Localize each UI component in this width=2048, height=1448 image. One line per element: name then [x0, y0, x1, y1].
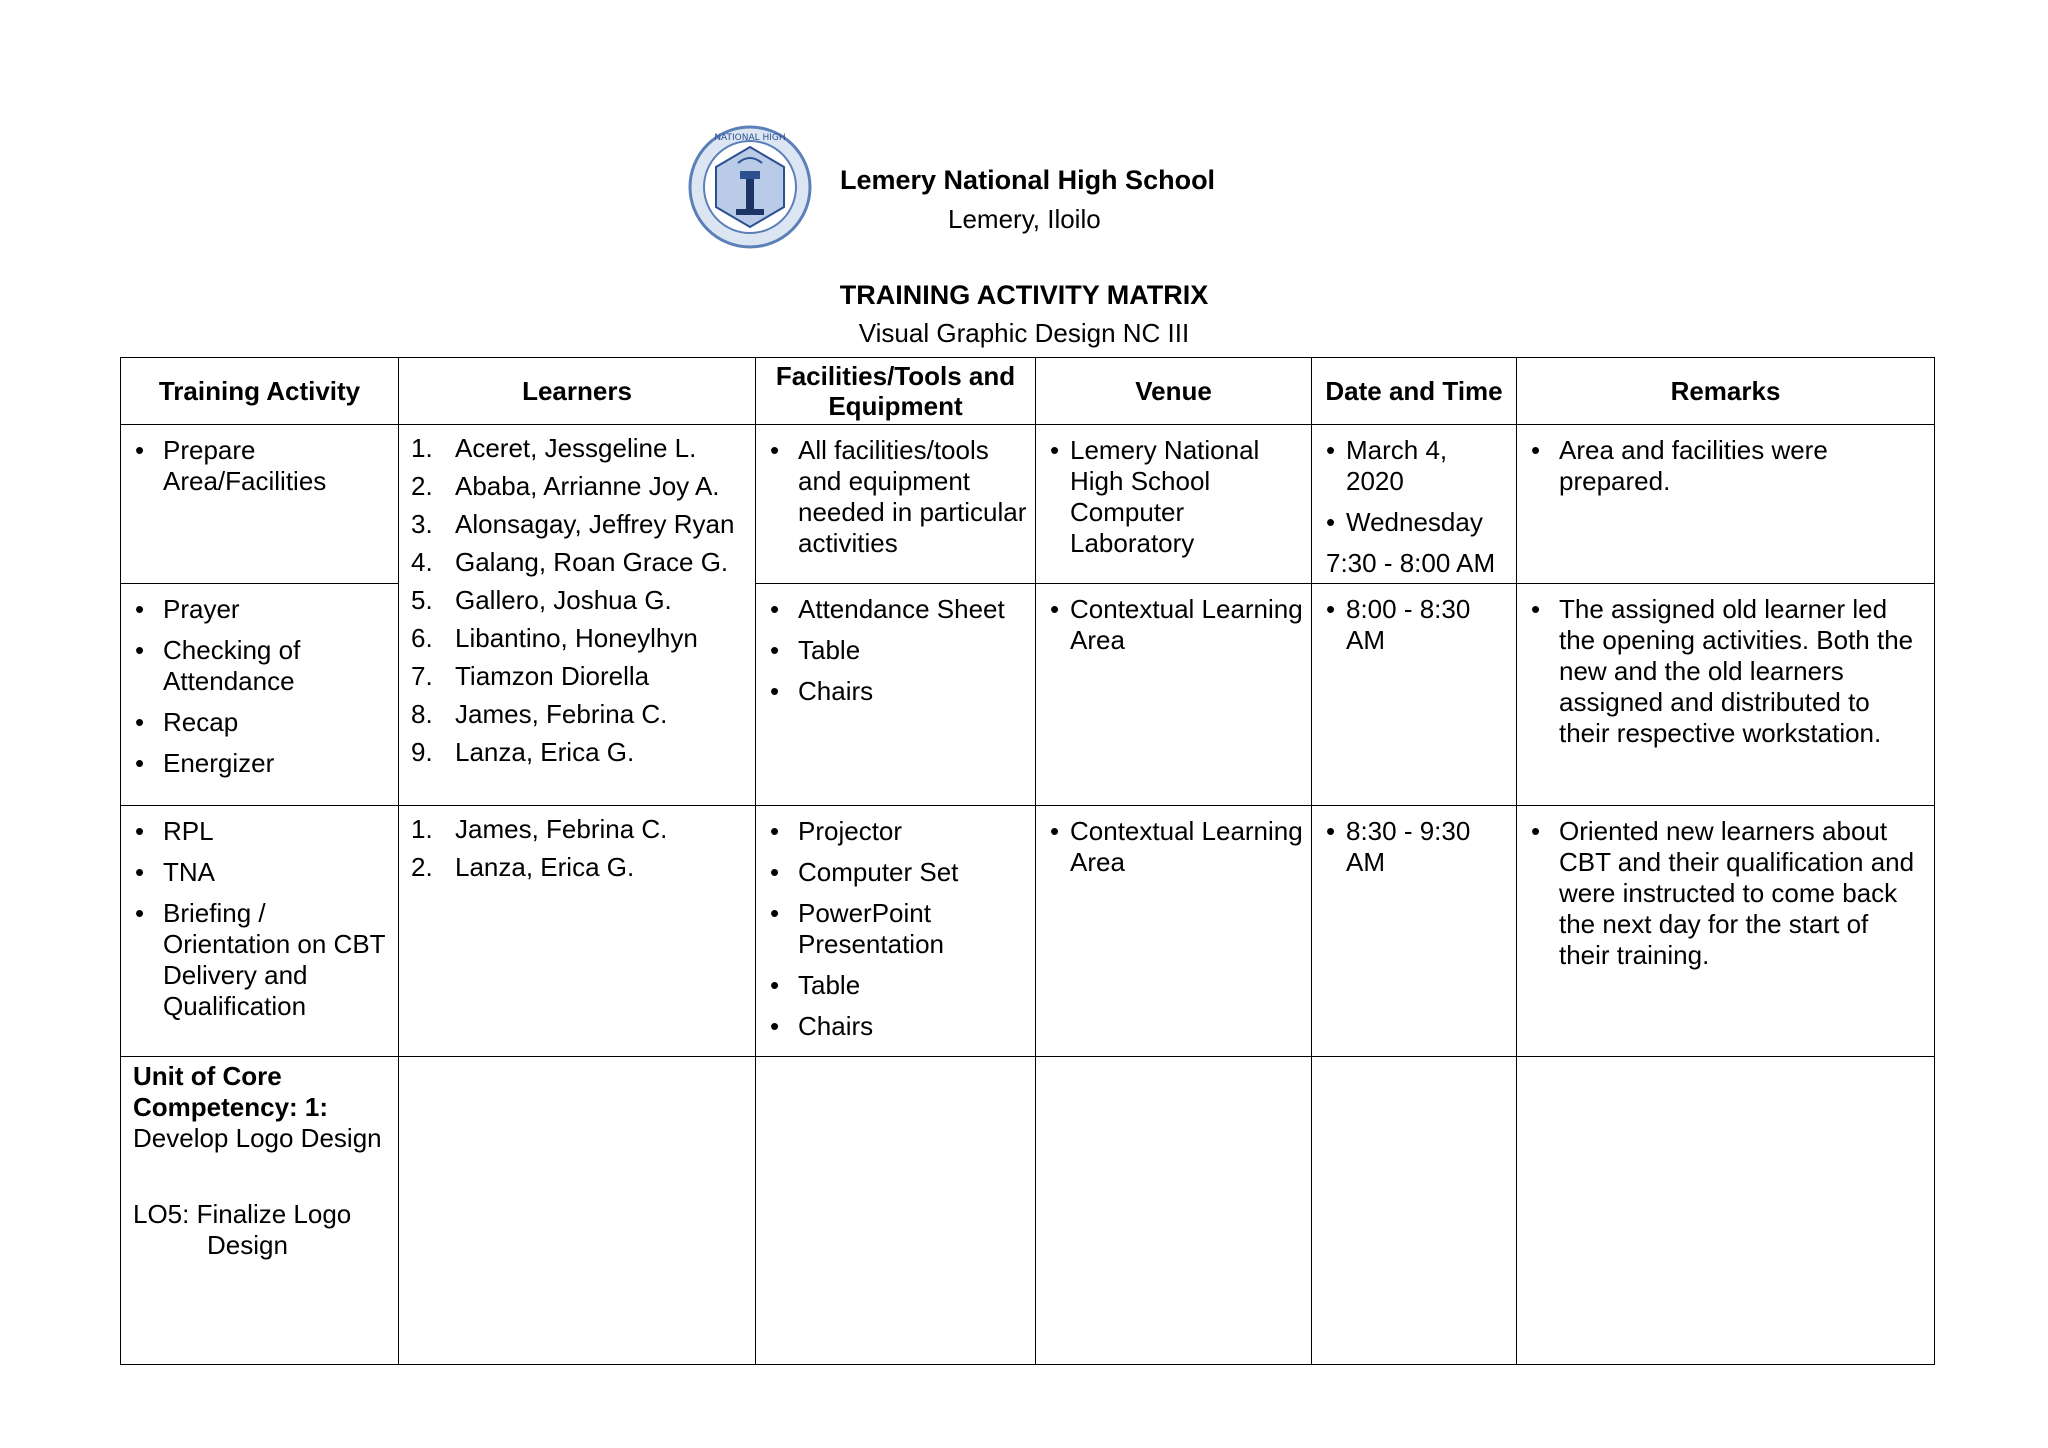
- empty-cell: [1517, 1057, 1935, 1365]
- list-item: • March 4, 2020: [1324, 435, 1508, 497]
- list-item: • TNA: [133, 857, 390, 888]
- learner-item: [411, 623, 747, 654]
- venue-cell: [1036, 806, 1312, 1057]
- unit-competency-cell: [121, 1057, 399, 1365]
- facilities-cell: [756, 425, 1036, 584]
- list-item: • The assigned old learner led the opening activities. Both the new and the old learners assigned and distributed to their respective workstation.: [1529, 594, 1926, 749]
- learner-number: 5.: [411, 585, 433, 615]
- learner-number: 6.: [411, 623, 433, 653]
- header-date-time: Date and Time: [1312, 358, 1517, 425]
- remarks-cell: [1517, 806, 1935, 1057]
- empty-cell: [1312, 1057, 1517, 1365]
- list-item: • 8:30 - 9:30 AM: [1324, 816, 1508, 878]
- list-item: • Checking of Attendance: [133, 635, 390, 697]
- learner-item: [411, 509, 747, 540]
- list-item: • All facilities/tools and equipment needed in particular activities: [768, 435, 1027, 559]
- activity-cell: [121, 806, 399, 1057]
- list-item: • Chairs: [768, 1011, 1027, 1042]
- learner-item: [411, 585, 747, 616]
- list-item: • Table: [768, 635, 1027, 666]
- learner-name: Alonsagay, Jeffrey Ryan: [455, 509, 735, 539]
- learner-number: 7.: [411, 661, 433, 691]
- activity-cell: [121, 425, 399, 584]
- header-venue: Venue: [1036, 358, 1312, 425]
- training-activity-table: [120, 357, 1935, 1365]
- learner-name: Galang, Roan Grace G.: [455, 547, 729, 577]
- list-item: • RPL: [133, 816, 390, 847]
- list-item: • Area and facilities were prepared.: [1529, 435, 1926, 497]
- header-facilities: Facilities/Tools and Equipment: [756, 358, 1036, 425]
- list-item: • Wednesday: [1324, 507, 1508, 538]
- table-row: [121, 584, 1935, 806]
- learner-number: 1.: [411, 433, 433, 463]
- document-subtitle: Visual Graphic Design NC III: [858, 318, 1190, 348]
- school-location: Lemery, Iloilo: [948, 204, 1101, 234]
- learner-number: 2.: [411, 471, 433, 501]
- learner-number: 8.: [411, 699, 433, 729]
- list-item: • 8:00 - 8:30 AM: [1324, 594, 1508, 656]
- list-item: • Projector: [768, 816, 1027, 847]
- document-title: TRAINING ACTIVITY MATRIX: [839, 280, 1209, 310]
- datetime-cell: [1312, 425, 1517, 584]
- learner-item: [411, 661, 747, 692]
- svg-text:NATIONAL HIGH: NATIONAL HIGH: [714, 133, 786, 143]
- school-name: Lemery National High School: [840, 165, 1216, 195]
- lo-label: LO5: Finalize Logo: [133, 1199, 352, 1229]
- table-row: [121, 1057, 1935, 1365]
- header-learners: Learners: [399, 358, 756, 425]
- empty-cell: [756, 1057, 1036, 1365]
- list-item: • Prayer: [133, 594, 390, 625]
- list-item: • Table: [768, 970, 1027, 1001]
- learner-name: Libantino, Honeylhyn: [455, 623, 698, 653]
- learner-item: [411, 699, 747, 730]
- header-remarks: Remarks: [1517, 358, 1935, 425]
- list-item: • Contextual Learning Area: [1048, 594, 1303, 656]
- learner-name: James, Febrina C.: [455, 814, 668, 844]
- empty-cell: [399, 1057, 756, 1365]
- facilities-cell: [756, 806, 1036, 1057]
- learner-number: 3.: [411, 509, 433, 539]
- learner-name: Lanza, Erica G.: [455, 737, 635, 767]
- learner-name: James, Febrina C.: [455, 699, 668, 729]
- learner-name: Aceret, Jessgeline L.: [455, 433, 697, 463]
- venue-cell: [1036, 584, 1312, 806]
- datetime-cell: [1312, 806, 1517, 1057]
- time-text: 7:30 - 8:00 AM: [1326, 548, 1496, 578]
- learner-name: Tiamzon Diorella: [455, 661, 650, 691]
- learners-cell: [399, 425, 756, 806]
- learners-list: [411, 433, 747, 768]
- list-item: • Attendance Sheet: [768, 594, 1027, 625]
- empty-cell: [1036, 1057, 1312, 1365]
- list-item: • PowerPoint Presentation: [768, 898, 1027, 960]
- learner-number: 1.: [411, 814, 433, 844]
- table-row: [121, 425, 1935, 584]
- list-item: • Briefing / Orientation on CBT Delivery and Qualification: [133, 898, 390, 1022]
- remarks-cell: [1517, 584, 1935, 806]
- list-item: • Chairs: [768, 676, 1027, 707]
- activity-cell: [121, 584, 399, 806]
- learner-name: Ababa, Arrianne Joy A.: [455, 471, 720, 501]
- list-item: • Computer Set: [768, 857, 1027, 888]
- list-item: • Oriented new learners about CBT and their qualification and were instructed to come back the next day for the start of their training.: [1529, 816, 1926, 971]
- datetime-cell: [1312, 584, 1517, 806]
- remarks-cell: [1517, 425, 1935, 584]
- school-seal-icon: [688, 125, 812, 249]
- learner-item: [411, 814, 747, 845]
- learner-item: [411, 433, 747, 464]
- unit-label: Unit of Core Competency: 1:: [133, 1061, 329, 1122]
- learner-item: [411, 737, 747, 768]
- learners-list: [411, 814, 747, 883]
- list-item: • Contextual Learning Area: [1048, 816, 1303, 878]
- unit-title: Develop Logo Design: [133, 1123, 382, 1153]
- learner-number: 9.: [411, 737, 433, 767]
- list-item: • Recap: [133, 707, 390, 738]
- learners-cell: [399, 806, 756, 1057]
- table-header-row: [121, 358, 1935, 425]
- header-training-activity: Training Activity: [121, 358, 399, 425]
- venue-cell: [1036, 425, 1312, 584]
- lo-continuation: Design: [207, 1230, 288, 1260]
- learner-number: 4.: [411, 547, 433, 577]
- list-item: • Prepare Area/Facilities: [133, 435, 390, 497]
- learner-name: Gallero, Joshua G.: [455, 585, 672, 615]
- list-item: • Energizer: [133, 748, 390, 779]
- facilities-cell: [756, 584, 1036, 806]
- learner-name: Lanza, Erica G.: [455, 852, 635, 882]
- learner-item: [411, 547, 747, 578]
- learner-number: 2.: [411, 852, 433, 882]
- table-row: [121, 806, 1935, 1057]
- list-item: • Lemery National High School Computer Laboratory: [1048, 435, 1303, 559]
- learner-item: [411, 471, 747, 502]
- learner-item: [411, 852, 747, 883]
